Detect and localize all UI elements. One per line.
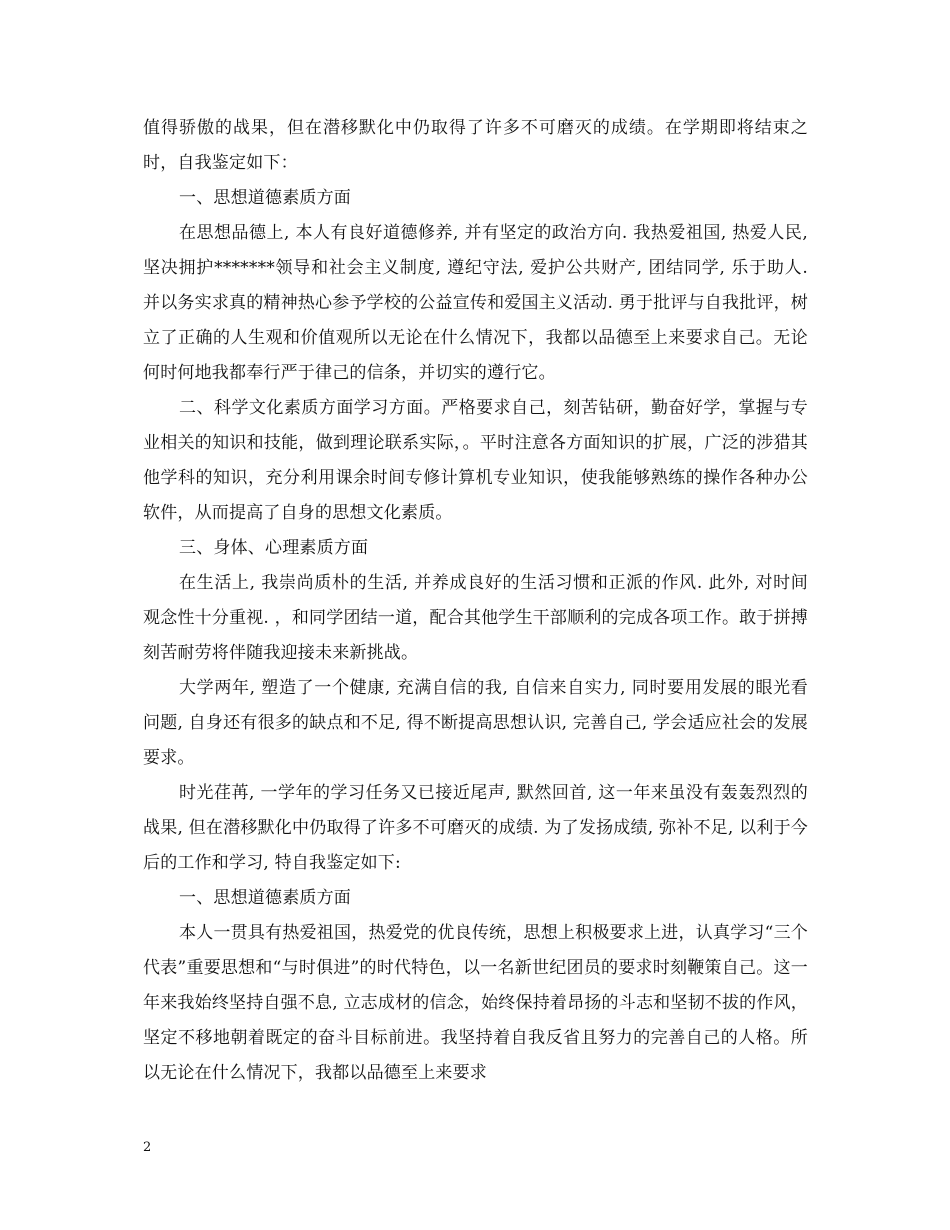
paragraph-time-flies: 时光荏苒, 一学年的学习任务又已接近尾声, 默然回首, 这一年来虽没有轰轰烈烈的战果, 但在潜移默化中仍取得了许多不可磨灭的成绩. 为了发扬成绩, 弥补不足, 以利于今后的工作和学习, 特自我鉴定如下: [143,783,808,873]
paragraph-two-years: 大学两年, 塑造了一个健康, 充满自信的我, 自信来自实力, 同时要用发展的眼光看问题, 自身还有很多的缺点和不足, 得不断提高思想认识, 完善自己, 学会适应社会的发展要求。 [143,678,808,768]
section-heading-moral-2: 一、思想道德素质方面 [179,888,351,908]
paragraph-patriotism: 本人一贯具有热爱祖国，热爱党的优良传统，思想上积极要求上进，认真学习“三个代表”重要思想和“与时俱进”的时代特色，以一名新世纪团员的要求时刻鞭策自己。这一年来我始终坚持自强不息, 立志成材的信念，始终保持着昂扬的斗志和坚韧不拔的作风，坚定不移地朝着既定的奋斗目标前进。我坚持着自我反省且努力的完善自己的人格。所以无论在什么情况下，我都以品德至上来要求 [143,923,808,1083]
section-heading-moral: 一、思想道德素质方面 [179,188,351,208]
paragraph-science-culture: 二、科学文化素质方面学习方面。严格要求自己，刻苦钻研，勤奋好学，掌握与专业相关的知识和技能，做到理论联系实际，。平时注意各方面知识的扩展，广泛的涉猎其他学科的知识，充分利用课余时间专修计算机专业知识，使我能够熟练的操作各种办公软件，从而提高了自身的思想文化素质。 [143,398,808,523]
paragraph-life: 在生活上, 我崇尚质朴的生活, 并养成良好的生活习惯和正派的作风. 此外, 对时间观念性十分重视. ，和同学团结一道，配合其他学生干部顺利的完成各项工作。敢于拼搏刻苦耐劳将伴随我迎接未来新挑战。 [143,573,808,663]
page-number: 2 [143,1140,152,1155]
document-body [143,111,808,1091]
paragraph-continuation: 值得骄傲的战果，但在潜移默化中仍取得了许多不可磨灭的成绩。在学期即将结束之时，自我鉴定如下： [143,118,808,173]
section-heading-body-mind: 三、身体、心理素质方面 [179,538,369,558]
paragraph-moral: 在思想品德上, 本人有良好道德修养, 并有坚定的政治方向. 我热爱祖国, 热爱人民, 坚决拥护*******领导和社会主义制度, 遵纪守法, 爱护公共财产, 团结同学, 乐于助人. 并以务实求真的精神热心参予学校的公益宣传和爱国主义活动. 勇于批评与自我批评，树立了正确的人生观和价值观所以无论在什么情况下，我都以品德至上来要求自己。无论何时何地我都奉行严于律己的信条，并切实的遵行它。 [143,223,808,383]
